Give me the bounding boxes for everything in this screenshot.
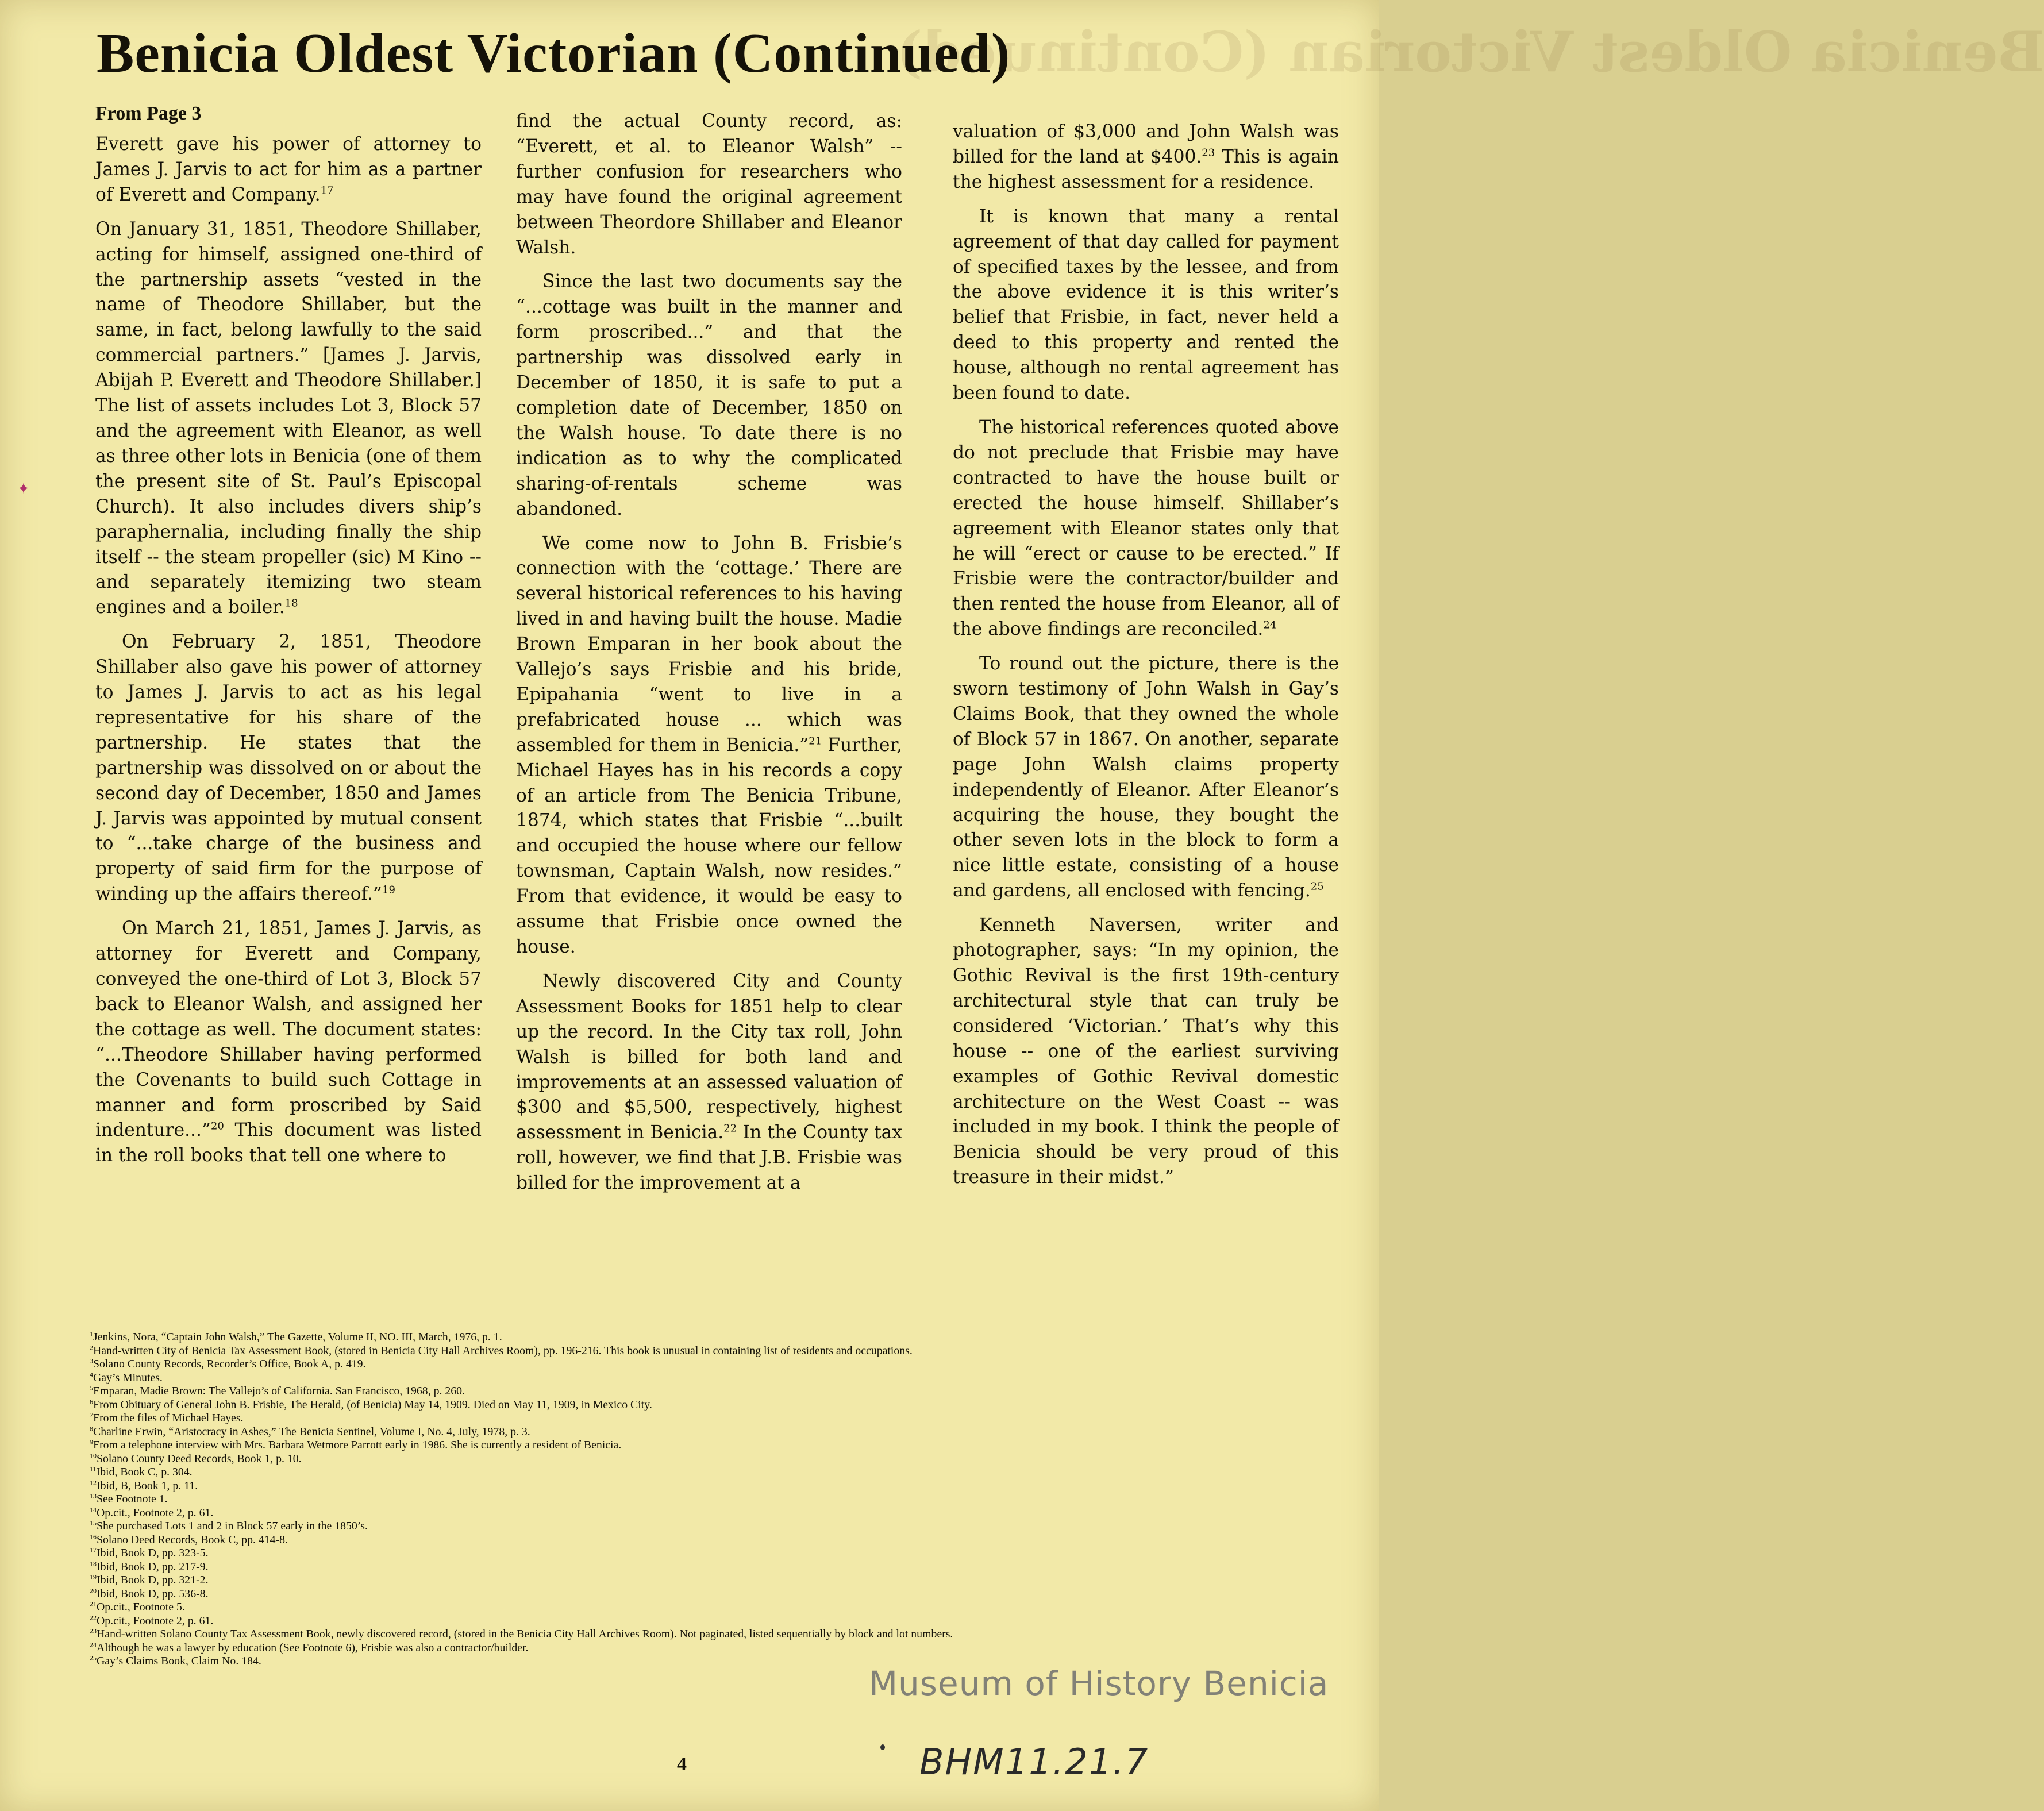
paragraph-text: It is known that many a rental agreement of that day called for payment of specified taxes by the lessee, and from the above evidence it is this writer’s belief that Frisbie, in fact, never held a deed to this property and rented the house, although no rental agreement has been found to date.: [953, 206, 1339, 404]
footnote-text: From the files of Michael Hayes.: [93, 1412, 244, 1424]
paragraph: [95, 630, 482, 907]
footnote-text: Solano County Records, Recorder’s Office, Book A, p. 419.: [93, 1358, 366, 1370]
paragraph: [516, 531, 902, 960]
paragraph: [95, 916, 482, 1169]
article-title: Benicia Oldest Victorian (Continued): [97, 22, 1011, 84]
paragraph: [953, 120, 1339, 195]
column-body: [953, 120, 1339, 1190]
paragraph-text-cont: This is again the highest assessment for a residence.: [953, 146, 1339, 192]
footnote-ref: 22: [723, 1122, 737, 1135]
footnote-text: Jenkins, Nora, “Captain John Walsh,” The Gazette, Volume II, NO. III, March, 1976, p. 1.: [93, 1331, 502, 1343]
footnote-text: Emparan, Madie Brown: The Vallejo’s of California. San Francisco, 1968, p. 260.: [93, 1385, 465, 1397]
footnote-text: Ibid, Book D, pp. 323-5.: [97, 1547, 209, 1559]
footnote-text: She purchased Lots 1 and 2 in Block 57 early in the 1850’s.: [97, 1520, 368, 1532]
text-column-3: [953, 120, 1339, 1200]
footnote-number: 12: [90, 1478, 97, 1486]
footnote-text: Op.cit., Footnote 2, p. 61.: [97, 1506, 214, 1519]
footnote-text: From a telephone interview with Mrs. Barbara Wetmore Parrott early in 1986. She is currently a resident of Benicia.: [93, 1439, 622, 1451]
footnote: [90, 1574, 1319, 1587]
footnote-ref: 25: [1310, 880, 1324, 893]
footnote-text: Ibid, B, Book 1, p. 11.: [97, 1479, 198, 1492]
footnote-number: 9: [90, 1438, 93, 1446]
footnote-number: 7: [90, 1411, 93, 1419]
paragraph-text: Newly discovered City and County Assessment Books for 1851 help to clear up the record. In the City tax roll, John Walsh is billed for both land and improvements at an assessed valuation of $300 and $5,500, respectively, highest assessment in Benicia.: [516, 970, 902, 1143]
paragraph: [95, 217, 482, 621]
footnote-number: 6: [90, 1397, 93, 1405]
footnote-number: 1: [90, 1330, 93, 1338]
footnote: [90, 1344, 1319, 1358]
footnote-ref: 21: [809, 735, 822, 747]
footnote-number: 2: [90, 1343, 93, 1351]
footnote: [90, 1615, 1319, 1628]
footnote-text: Solano County Deed Records, Book 1, p. 10.: [97, 1452, 302, 1465]
paragraph-text: To round out the picture, there is the sworn testimony of John Walsh in Gay’s Claims Book, that they owned the whole of Block 57 in 1867. On another, separate page John Walsh claims property independently of Eleanor. After Eleanor’s acquiring the house, they bought the other seven lots in the block to form a nice little estate, consisting of a house and gardens, all enclosed with fencing.: [953, 653, 1339, 901]
footnote: [90, 1506, 1319, 1520]
footnote-ref: 20: [210, 1120, 224, 1133]
paragraph-text: The historical references quoted above do not preclude that Frisbie may have contracted to have the house built or erected the house himself. Shillaber’s agreement with Eleanor states only that he will “erect or cause to be erected.” If Frisbie were the contractor/builder and then rented the house from Eleanor, all of the above findings are reconciled.: [953, 417, 1339, 640]
footnote: [90, 1587, 1319, 1601]
paragraph-text: On March 21, 1851, James J. Jarvis, as attorney for Everett and Company, conveyed the one-third of Lot 3, Block 57 back to Eleanor Walsh, and assigned her the cottage as well. The document states: “...Theodore Shillaber having performed the Covenants to build such Cottage in manner and form proscribed by Said indenture...”: [95, 918, 482, 1141]
from-page-label: From Page 3: [95, 103, 202, 124]
footnote: [90, 1493, 1319, 1506]
footnote-text: Hand-written City of Benicia Tax Assessment Book, (stored in Benicia City Hall Archives Room), pp. 196-216. This book is unusual in containing list of residents and occupations.: [93, 1344, 913, 1357]
footnote-number: 22: [90, 1613, 97, 1621]
footnote-number: 10: [90, 1451, 97, 1459]
footnote-number: 16: [90, 1532, 97, 1540]
paragraph-text: Since the last two documents say the “...cottage was built in the manner and form proscribed...” and that the partnership was dissolved early in December of 1850, it is safe to put a completion date of December, 1850 on the Walsh house. To date there is no indication as to why the complicated sharing-of-rentals scheme was abandoned.: [516, 271, 902, 519]
footnote: [90, 1331, 1319, 1344]
footnote-number: 24: [90, 1640, 97, 1648]
paragraph: [95, 132, 482, 208]
footnote-text: See Footnote 1.: [97, 1493, 168, 1505]
footnote: [90, 1533, 1319, 1547]
footnote-number: 23: [90, 1627, 97, 1635]
footnote-ref: 19: [382, 884, 395, 896]
museum-watermark: Museum of History Benicia: [869, 1664, 1329, 1703]
footnote-text: Ibid, Book D, pp. 321-2.: [97, 1574, 209, 1586]
footnote-ref: 17: [320, 184, 334, 197]
margin-mark: ✦: [17, 480, 30, 498]
footnote: [90, 1642, 1319, 1655]
footnotes: [90, 1331, 1319, 1669]
footnote: [90, 1439, 1319, 1452]
paragraph-text: valuation of $3,000 and John Walsh was billed for the land at $400.: [953, 121, 1339, 167]
footnote: [90, 1385, 1319, 1398]
footnote: [90, 1371, 1319, 1385]
footnote-number: 3: [90, 1357, 93, 1365]
footnote-number: 19: [90, 1573, 97, 1581]
footnote-number: 25: [90, 1654, 97, 1662]
paragraph: [953, 652, 1339, 904]
footnote: [90, 1466, 1319, 1479]
footnote-text: Charline Erwin, “Aristocracy in Ashes,” The Benicia Sentinel, Volume I, No. 4, July, 1978, p. 3.: [93, 1425, 530, 1438]
footnote-number: 5: [90, 1384, 93, 1392]
footnote: [90, 1412, 1319, 1425]
paragraph: [516, 109, 902, 260]
paragraph-text: On January 31, 1851, Theodore Shillaber, acting for himself, assigned one-third of the partnership assets “vested in the name of Theodore Shillaber, but the same, in fact, belong lawfully to the said commercial partners.” [James J. Jarvis, Abijah P. Everett and Theodore Shillaber.] The list of assets includes Lot 3, Block 57 and the agreement with Eleanor, as well as three other lots in Benicia (one of them the present site of St. Paul’s Episcopal Church). It also includes divers ship’s paraphernalia, including finally the ship itself -- the steam propeller (sic) M Kino -- and separately itemizing two steam engines and a boiler.: [95, 218, 482, 618]
paragraph: [516, 969, 902, 1196]
footnote-number: 15: [90, 1519, 97, 1527]
footnote: [90, 1520, 1319, 1533]
footnote-number: 4: [90, 1370, 93, 1378]
footnote-text: Op.cit., Footnote 5.: [97, 1601, 185, 1613]
column-body: [516, 109, 902, 1196]
column-body: [95, 132, 482, 1169]
paragraph-text: We come now to John B. Frisbie’s connection with the ‘cottage.’ There are several historical references to his having lived in and having built the house. Madie Brown Emparan in her book about the Vallejo’s says Frisbie and his bride, Epipahania “went to live in a prefabricated house ... which was assembled for them in Benicia.”: [516, 533, 902, 756]
footnote: [90, 1398, 1319, 1412]
footnote-number: 20: [90, 1586, 97, 1594]
footnote-text: Although he was a lawyer by education (See Footnote 6), Frisbie was also a contractor/builder.: [97, 1641, 529, 1654]
footnote: [90, 1547, 1319, 1560]
footnote-ref: 24: [1263, 619, 1277, 631]
footnote-text: Ibid, Book D, pp. 217-9.: [97, 1560, 209, 1573]
footnote: [90, 1601, 1319, 1615]
paragraph-text-cont: In the County tax roll, however, we find that J.B. Frisbie was billed for the improvement at a: [516, 1122, 902, 1194]
footnote-text: Ibid, Book C, p. 304.: [96, 1466, 193, 1478]
footnote-number: 8: [90, 1424, 93, 1432]
footnote-number: 17: [90, 1546, 97, 1554]
footnote-text: Op.cit., Footnote 2, p. 61.: [97, 1614, 214, 1627]
footnote: [90, 1628, 1319, 1642]
footnote-text: Solano Deed Records, Book C, pp. 414-8.: [97, 1533, 288, 1546]
footnote-text: Gay’s Claims Book, Claim No. 184.: [97, 1655, 261, 1667]
page-number: 4: [677, 1754, 687, 1775]
footnote-number: 21: [90, 1600, 97, 1608]
paragraph-text: Kenneth Naversen, writer and photographer, says: “In my opinion, the Gothic Revival is the first 19th-century architectural style that can truly be considered ‘Victorian.’ That’s why this house -- one of the earliest surviving examples of Gothic Revival domestic architecture on the West Coast -- was included in my book. I think the people of Benicia should be very proud of this treasure in their midst.”: [953, 915, 1339, 1188]
footnote-text: Gay’s Minutes.: [93, 1371, 163, 1384]
paragraph-text: On February 2, 1851, Theodore Shillaber also gave his power of attorney to James J. Jarvis to act as his legal representative for his share of the partnership. He states that the partnership was dissolved on or about the second day of December, 1850 and James J. Jarvis was appointed by mutual consent to “...take charge of the business and property of said firm for the purpose of winding up the affairs thereof.”: [95, 631, 482, 905]
footnote-text: From Obituary of General John B. Frisbie, The Herald, (of Benicia) May 14, 1909. Died on May 11, 1909, in Mexico City.: [93, 1398, 652, 1411]
bleed-through-text: Benicia Oldest Victorian (Continued): [896, 20, 2044, 84]
footnote-number: 11: [90, 1465, 97, 1473]
text-column-2: [516, 109, 902, 1205]
paragraph: [953, 415, 1339, 642]
paragraph: [516, 269, 902, 522]
footnote: [90, 1425, 1319, 1439]
text-column-1: [95, 101, 482, 1178]
footnote-number: 18: [90, 1559, 97, 1567]
paragraph: [953, 205, 1339, 406]
footnote: [90, 1452, 1319, 1466]
footnote: [90, 1358, 1319, 1371]
paragraph-text: find the actual County record, as: “Everett, et al. to Eleanor Walsh” -- further confusion for researchers who may have found the original agreement between Theordore Shillaber and Eleanor Walsh.: [516, 111, 902, 258]
footnote-number: 14: [90, 1505, 97, 1513]
paragraph-text-cont: Further, Michael Hayes has in his records a copy of an article from The Benicia Tribune, 1874, which states that Frisbie “...built and occupied the house where our fellow townsman, Captain Walsh, now resides.” From that evidence, it would be easy to assume that Frisbie once owned the house.: [516, 734, 902, 957]
footnote: [90, 1560, 1319, 1574]
footnote-number: 13: [90, 1492, 97, 1500]
footnote: [90, 1479, 1319, 1493]
footnote-text: Hand-written Solano County Tax Assessment Book, newly discovered record, (stored in the Benicia City Hall Archives Room). Not paginated, listed sequentially by block and lot numbers.: [97, 1628, 953, 1640]
footnote-ref: 18: [284, 597, 298, 610]
handwritten-accession-number: BHM11.21.7: [919, 1741, 1149, 1783]
footnote-text: Ibid, Book D, pp. 536-8.: [97, 1587, 209, 1600]
paragraph-text-cont: This document was listed in the roll books that tell one where to: [95, 1120, 482, 1166]
paragraph: [953, 913, 1339, 1190]
pen-dot: [880, 1744, 885, 1750]
paragraph-text: Everett gave his power of attorney to James J. Jarvis to act for him as a partner of Everett and Company.: [95, 134, 482, 205]
footnote-ref: 23: [1202, 147, 1215, 159]
